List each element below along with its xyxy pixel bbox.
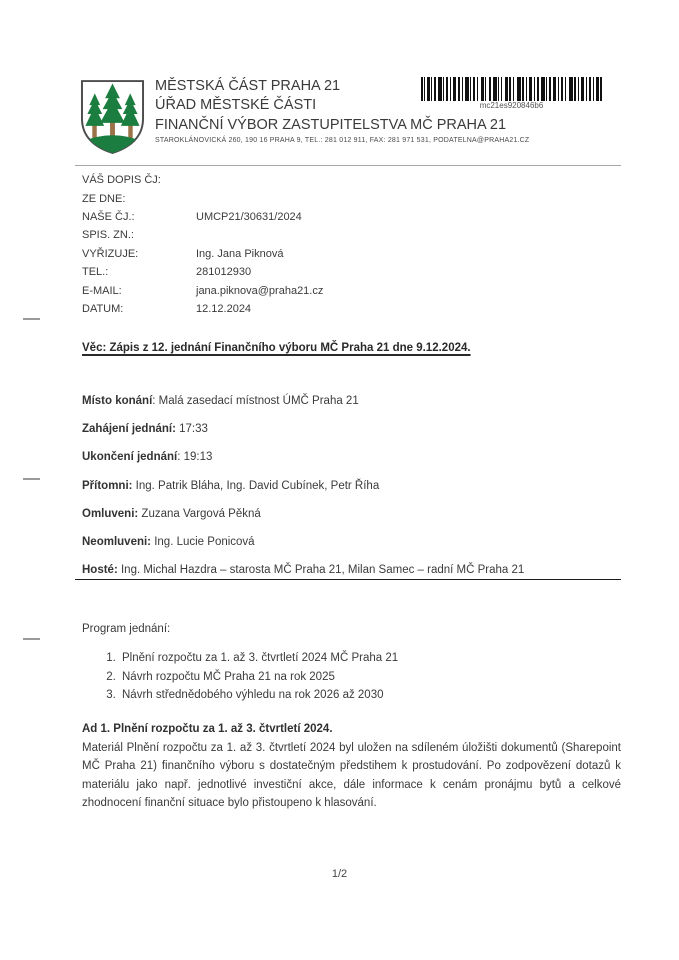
detail-value: Ing. Patrik Bláha, Ing. David Cubínek, Petr Říha (132, 479, 380, 492)
meta-row (82, 300, 323, 318)
meta-value: jana.piknova@praha21.cz (196, 284, 324, 297)
barcode-bars (421, 77, 602, 101)
detail-value: Ing. Michal Hazdra – starosta MČ Praha 21, Milan Samec – radní MČ Praha 21 (117, 564, 525, 577)
meta-label: E-MAIL: (82, 284, 122, 297)
detail-label: Místo konání (82, 395, 153, 407)
meeting-details (82, 394, 620, 591)
detail-row (82, 422, 620, 437)
detail-row (82, 450, 620, 465)
letter-meta-block (82, 171, 323, 318)
detail-value: 17:33 (175, 423, 208, 436)
agenda-item: 1. Plnění rozpočtu za 1. až 3. čtvrtletí 2024 MČ Praha 21 (119, 649, 602, 668)
barcode-code: mc21es920846b6 (479, 101, 544, 110)
meta-label: NAŠE ČJ.: (82, 210, 135, 223)
detail-row (82, 479, 620, 494)
detail-label: Ukončení jednání (82, 451, 178, 464)
agenda-title: Program jednání: (82, 623, 171, 635)
meta-label: DATUM: (82, 302, 124, 315)
meta-value: 12.12.2024 (196, 302, 252, 315)
agenda-item: 3. Návrh střednědobého výhledu na rok 2026 až 2030 (119, 686, 602, 705)
meta-label: ZE DNE: (82, 192, 126, 205)
meta-value: 281012930 (196, 266, 252, 279)
agenda (82, 622, 602, 705)
header-divider (75, 165, 621, 166)
coat-of-arms-logo (80, 79, 145, 155)
section-body: Materiál Plnění rozpočtu za 1. až 3. čtvrtletí 2024 byl uložen na sdíleném úložišti dokumentů (Sharepoint MČ Praha 21) finančního výboru s dostatečným předstihem k prostudování. Po zodpovězení dotazů k materiálu jako např. jednotlivé investiční akce, dále informace k cenám pronájmu bytů a celkové zhodnocení finanční situace bylo přistoupeno k hlasování. (82, 741, 621, 809)
detail-label: Přítomni: (82, 479, 133, 492)
meta-row (82, 245, 323, 263)
detail-row (82, 535, 620, 550)
meta-label: VYŘIZUJE: (82, 247, 139, 260)
meta-label: SPIS. ZN.: (82, 229, 134, 242)
detail-value: Zuzana Vargová Pěkná (138, 507, 261, 520)
meta-label: VÁŠ DOPIS ČJ: (82, 174, 161, 187)
org-name: MĚSTSKÁ ČÁST PRAHA 21 (155, 78, 341, 94)
detail-label: Hosté: (82, 564, 118, 577)
fold-mark (23, 638, 40, 640)
meta-row (82, 226, 323, 244)
barcode (421, 77, 602, 110)
section-heading: Ad 1. Plnění rozpočtu za 1. až 3. čtvrtletí 2024. (82, 723, 333, 735)
agenda-list (82, 649, 602, 705)
meta-row (82, 189, 323, 207)
meta-value: UMCP21/30631/2024 (196, 210, 302, 223)
detail-row (82, 394, 620, 409)
fold-mark (23, 478, 40, 480)
meta-row (82, 171, 323, 189)
detail-value: Ing. Lucie Ponicová (151, 535, 255, 548)
detail-row (82, 563, 620, 578)
detail-label: Omluveni: (82, 507, 139, 520)
fold-mark (23, 318, 40, 320)
meta-label: TEL.: (82, 266, 109, 279)
section-divider (75, 579, 621, 580)
meta-row (82, 208, 323, 226)
subject-line: Věc: Zápis z 12. jednání Finančního výboru MČ Praha 21 dne 9.12.2024. (82, 342, 471, 354)
detail-label: Neomluveni: (82, 535, 152, 548)
detail-row (82, 507, 620, 522)
agenda-item: 2. Návrh rozpočtu MČ Praha 21 na rok 2025 (119, 668, 602, 687)
org-committee: FINANČNÍ VÝBOR ZASTUPITELSTVA MČ PRAHA 21 (155, 116, 507, 133)
detail-value: : 19:13 (177, 451, 213, 464)
section-ad1 (82, 720, 621, 813)
meta-row (82, 281, 323, 299)
org-office: ÚŘAD MĚSTSKÉ ČÁSTI (155, 97, 317, 114)
detail-value: : Malá zasedací místnost ÚMČ Praha 21 (152, 395, 359, 407)
org-address: STAROKLÁNOVICKÁ 260, 190 16 PRAHA 9, TEL.: 281 012 911, FAX: 281 971 531, PODATELNA@PRAHA21.CZ (155, 137, 530, 145)
meta-value: Ing. Jana Piknová (196, 247, 284, 260)
detail-label: Zahájení jednání: (82, 423, 176, 436)
meta-row (82, 263, 323, 281)
page-number: 1/2 (331, 868, 348, 880)
